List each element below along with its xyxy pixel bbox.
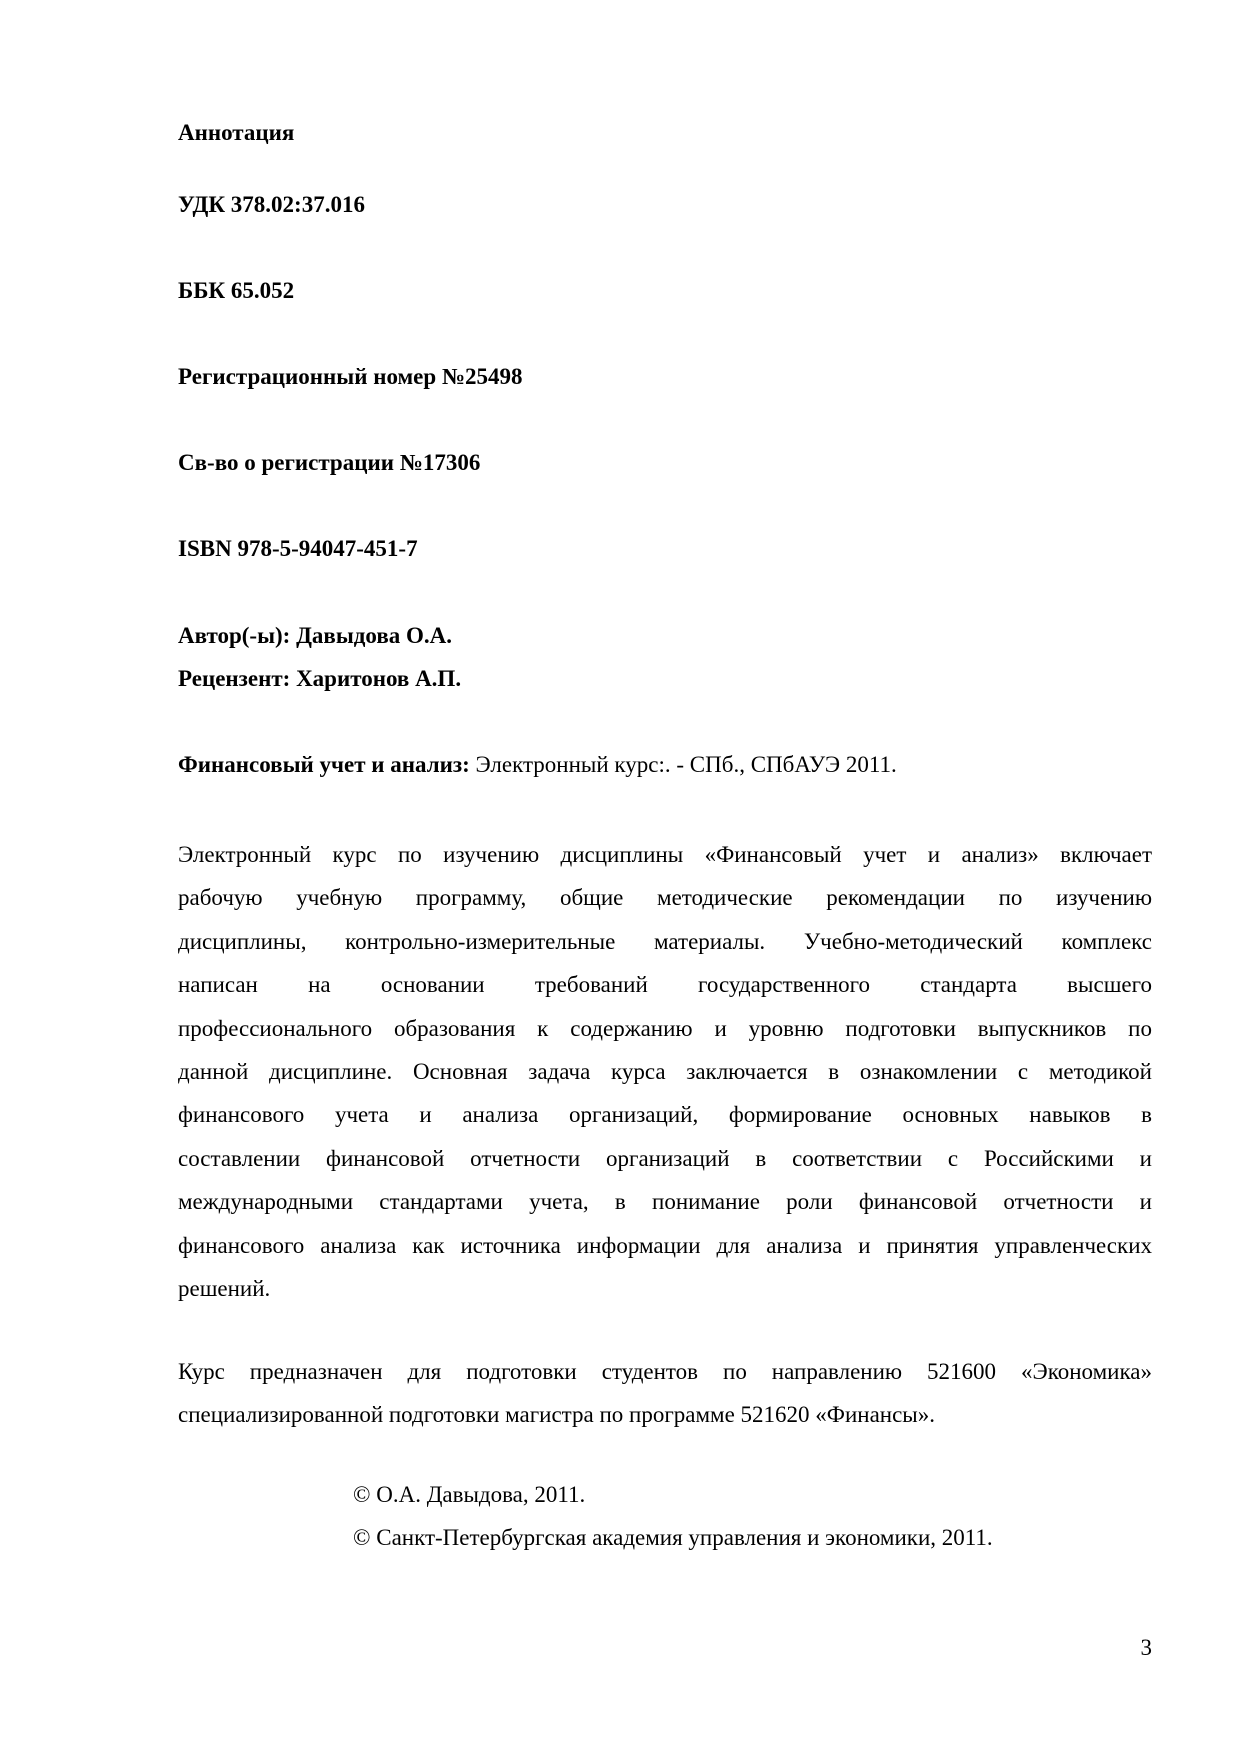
udk-code: УДК 378.02:37.016: [178, 192, 365, 217]
description-line: данной дисциплине. Основная задача курса заключается в ознакомлении с методикой: [178, 1059, 1152, 1085]
description-paragraph: [178, 833, 1152, 1310]
description-line: Электронный курс по изучению дисциплины «Финансовый учет и анализ» включает: [178, 842, 1152, 867]
purpose-paragraph: [178, 1350, 1152, 1437]
annotation-heading: Аннотация: [178, 120, 295, 145]
description-line: финансового анализа как источника информации для анализа и принятия управленческих: [178, 1232, 1152, 1258]
description-line: международными стандартами учета, в понимание роли финансовой отчетности и: [178, 1189, 1152, 1215]
purpose-line: Курс предназначен для подготовки студентов по направлению 521600 «Экономика»: [178, 1359, 1152, 1384]
description-line: профессионального образования к содержанию и уровню подготовки выпускников по: [178, 1015, 1152, 1041]
citation-rest: Электронный курс:. - СПб., СПбАУЭ 2011.: [469, 752, 897, 777]
description-line: решений.: [178, 1276, 271, 1302]
isbn: ISBN 978-5-94047-451-7: [178, 536, 418, 561]
description-line: рабочую учебную программу, общие методические рекомендации по изучению: [178, 885, 1152, 911]
description-line: написан на основании требований государственного стандарта высшего: [178, 972, 1152, 998]
description-line: дисциплины, контрольно-измерительные материалы. Учебно-методический комплекс: [178, 928, 1152, 954]
registration-certificate: Св-во о регистрации №17306: [178, 450, 481, 475]
page-number: 3: [1140, 1635, 1152, 1660]
bbk-code: ББК 65.052: [178, 278, 295, 303]
copyright-author: © О.А. Давыдова, 2011.: [353, 1482, 586, 1507]
author: Автор(-ы): Давыдова О.А.: [178, 623, 453, 648]
description-line: составлении финансовой отчетности организаций в соответствии с Российскими и: [178, 1145, 1152, 1171]
citation-title: Финансовый учет и анализ:: [178, 752, 470, 777]
description-line: финансового учета и анализа организаций, формирование основных навыков в: [178, 1102, 1152, 1128]
reviewer: Рецензент: Харитонов А.П.: [178, 666, 462, 691]
purpose-line: специализированной подготовки магистра по программе 521620 «Финансы».: [178, 1402, 936, 1428]
registration-number: Регистрационный номер №25498: [178, 364, 523, 389]
copyright-academy: © Санкт-Петербургская академия управления и экономики, 2011.: [353, 1525, 993, 1550]
citation: [178, 750, 897, 780]
